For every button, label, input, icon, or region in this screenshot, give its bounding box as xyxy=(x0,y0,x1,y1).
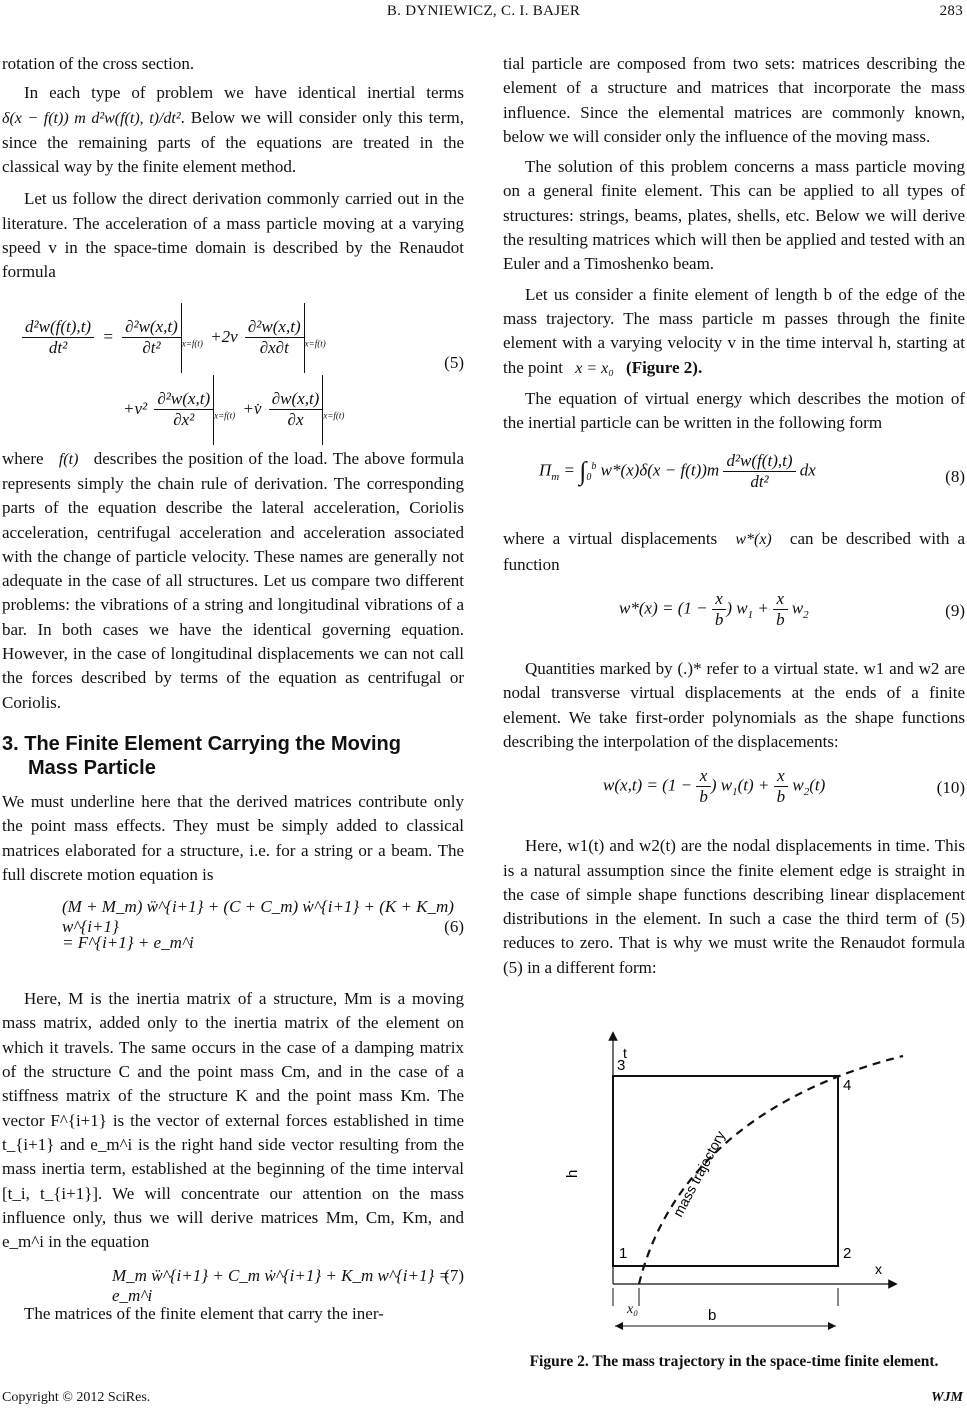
equation-10: w(x,t) = (1 − $\frac{x}{b}$ ) $w_1(t)$ + $\frac{x}{b}$ $w_2(t)$ (10) xyxy=(603,766,965,807)
paragraph: The equation of virtual energy which describes the motion of the inertial particle can be written in the following form xyxy=(503,388,965,433)
equation-6-line-1: (M + M_m) ẅ^{i+1} + (C + C_m) ẇ^{i+1} + (K + K_m) w^{i+1} xyxy=(62,897,454,937)
corner-label-2: 2 xyxy=(843,1245,852,1263)
inline-formula: x = x₀ xyxy=(575,359,614,377)
t-axis-label: t xyxy=(623,1045,627,1062)
figure-caption: Figure 2. The mass trajectory in the space-time finite element. xyxy=(529,1353,939,1371)
width-label-b: b xyxy=(708,1307,717,1325)
x-axis-label: x xyxy=(875,1261,882,1278)
paragraph: The matrices of the finite element that carry the iner- xyxy=(24,1304,384,1324)
paragraph: rotation of the cross section. xyxy=(2,54,195,73)
equation-number: (7) xyxy=(444,1266,464,1286)
mass-trajectory-label: mass trajectory xyxy=(669,1128,729,1220)
finite-element-rect xyxy=(613,1076,838,1266)
equation-6 xyxy=(2,893,464,977)
equation-6-line-2: = F^{i+1} + e_m^i xyxy=(62,933,194,953)
journal-abbrev: WJM xyxy=(931,1390,963,1405)
paragraph: tial particle are composed from two sets: matrices describing the element of a structure and matrices that incorporate the mass influence. Since the elemental matrices are commonly known, below we will consider only the influence of the moving mass. xyxy=(503,54,965,146)
copyright: Copyright © 2012 SciRes. xyxy=(2,1390,151,1405)
equation-number: (9) xyxy=(945,601,965,621)
equation-number: (6) xyxy=(444,917,464,937)
space-time-element-diagram xyxy=(503,1026,965,1306)
page-number: 283 xyxy=(939,3,963,19)
inline-formula: f(t) xyxy=(58,450,79,468)
paragraph: where a virtual displacements w*(x) can be described with a function xyxy=(503,529,966,574)
corner-label-3: 3 xyxy=(617,1057,626,1075)
mass-trajectory-curve xyxy=(639,1056,903,1284)
header-authors: B. DYNIEWICZ, C. I. BAJER xyxy=(386,3,581,19)
paragraph: Quantities marked by (.)* refer to a virtual state. w1 and w2 are nodal transverse virtual displacements at the ends of a finite element. We take first-order polynomials as the shape functions describing the interpolation of the displacements: xyxy=(503,659,965,751)
equation-number: (5) xyxy=(444,352,464,372)
paragraph: Here, M is the inertia matrix of a structure, Mm is a moving mass matrix, added only to the inertia matrix of the element on which it travels. The same occurs in the case of a damping matrix of the structure C and the point mass Cm, and in the case of a stiffness matrix of the structure K and the point mass Km. The vector F^{i+1} is the vector of external forces established in time t_{i+1} and e_m^i is the right hand side vector resulting from the mass inertia term, established at the beginning of the time interval [t_i, t_{i+1}]. We will concentrate our attention on the mass influence only, thus we will derive matrices Mm, Cm, Km, and e_m^i in the equation xyxy=(2,989,464,1252)
equation-number: (8) xyxy=(945,467,965,487)
right-column xyxy=(503,52,965,1372)
corner-label-4: 4 xyxy=(843,1077,852,1095)
paragraph: Let us consider a finite element of length b of the edge of the mass trajectory. The mass particle m passes through the finite element with a varying velocity v in the time interval h, starting at the point x = x₀ (Figure 2). xyxy=(503,284,965,377)
corner-label-1: 1 xyxy=(619,1245,628,1263)
inline-formula: w*(x) xyxy=(735,531,772,549)
equation-5: $\frac{\text{d²w(f(t),t)}}{\text{dt²}}$ = $\frac{\text{∂²w(x,t)}}{\text{∂t²}}$ $_{x=f(t)}$ +2v $\frac{\text{∂²w(x,t)}}{\partial x\partial t}$ $_{x=f(t)}$ +v² $\frac{\text{∂²w(x,t)}}{\text{∂x²}}$ $_{x=f(t)}$ +v̇ $\frac{\partial w(x,t)}{\partial x}$ $_{x=f(t)}$ (5) xyxy=(2,293,464,443)
left-column xyxy=(2,52,464,1327)
height-label-h: h xyxy=(564,1169,581,1179)
paragraph: The solution of this problem concerns a mass particle moving on a general finite element. This can be applied to all types of structures: strings, beams, plates, shells, etc. Below we will derive the resulting matrices which will then be applied and tested with an Euler and a Timoshenko beam. xyxy=(503,157,965,274)
section-heading: 3. The Finite Element Carrying the Moving Mass Particle xyxy=(2,732,401,779)
paragraph: In each type of problem we have identical inertial terms δ(x − f(t)) m d²w(f(t), t)/dt². Below we will consider only this term, since the remaining parts of the equations are treated in the classical way by the finite element method. xyxy=(2,83,464,177)
equation-number: (10) xyxy=(936,778,965,798)
equation-8: $\Pi_m = \int_0^b$ w*(x)δ(x − f(t))m $\frac{\text{d²w(f(t),t)}}{\text{dt²}}$ dx (8) xyxy=(539,451,965,492)
paragraph: We must underline here that the derived matrices contribute only the point mass effects. They must be simply added to classical matrices elaborated for a structure, i.e. for a string or a beam. The full discrete motion equation is xyxy=(2,791,464,884)
running-header xyxy=(0,0,967,30)
figure-2 xyxy=(503,1026,965,1346)
equation-9: w*(x) = (1 − $\frac{x}{b}$ ) $w_1$ + $\frac{x}{b}$ $w_2$ (9) xyxy=(619,589,965,630)
paragraph: where f(t) describes the position of the load. The above formula represents simply the chain rule of derivation. The corresponding parts of the equation describe the lateral acceleration, Coriolis acceleration, centrifugal acceleration and acceleration associated with the change of particle velocity. These names are generally not adequate in the case of all structures. Let us compare two different problems: the vibrations of a string and longitudinal vibrations of a bar. In both cases we have the identical governing equation. However, in the case of longitudinal displacements we can not call the forces described by terms of the equation as centrifugal or Coriolis. xyxy=(2,448,465,712)
paragraph: Let us follow the direct derivation commonly carried out in the literature. The acceleration of a mass particle moving at a varying speed v in the space-time domain is described by the Renaudot formula xyxy=(2,189,464,282)
equation-7: M_m ẅ^{i+1} + C_m ẇ^{i+1} + K_m w^{i+1} = e_m^i (7) xyxy=(112,1266,464,1306)
b-dimension xyxy=(503,1306,965,1346)
x0-label: x₀ xyxy=(627,1302,639,1318)
paragraph: Here, w1(t) and w2(t) are the nodal displacements in time. This is a natural assumption since the finite element edge is straight in the case of simple shape functions describing linear displacement distributions in the element. In such a case the third term of (5) reduces to zero. That is why we must write the Renaudot formula (5) in a different form: xyxy=(503,836,965,977)
inline-formula: δ(x − f(t)) m d²w(f(t), t)/dt² xyxy=(2,109,181,127)
